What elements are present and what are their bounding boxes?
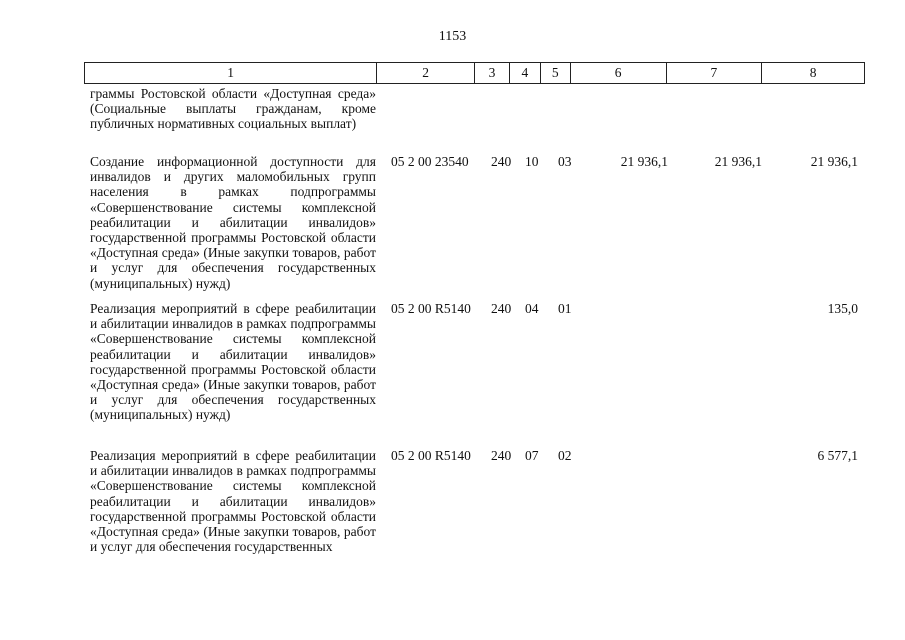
row-amount-col8: 21 936,1 [810,154,858,169]
row-subsection: 03 [558,154,572,169]
row-amount-col8: 6 577,1 [817,448,858,463]
column-header-8: 8 [761,63,864,83]
column-header-6: 6 [570,63,666,83]
row-section: 10 [525,154,539,169]
row-target-code: 05 2 00 23540 [391,154,469,169]
page-number: 1153 [438,29,467,44]
row-target-code: 05 2 00 R5140 [391,448,471,463]
row-subsection: 01 [558,301,572,316]
row-subsection: 02 [558,448,572,463]
row-expense-type: 240 [491,154,512,169]
row-amount-col7: 21 936,1 [714,154,762,169]
row-target-code: 05 2 00 R5140 [391,301,471,316]
row-description: граммы Ростовской области «Доступная среда» (Социальные выплаты гражданам, кроме публичных нормативных социальных выплат) [90,86,376,132]
row-description: Реализация мероприятий в сфере реабилитации и абилитации инвалидов в рамках подпрограммы «Совершенствование системы комплексной реабилитации и абилитации инвалидов» государственной программы Ростовской области «Доступная среда» (Иные закупки товаров, работ и услуг для обеспечения государственных (муниципальных) нужд) [90,301,376,423]
row-section: 04 [525,301,539,316]
table-header [84,62,865,84]
column-header-5: 5 [540,63,570,83]
column-header-1: 1 [227,65,234,80]
row-amount-col6: 21 936,1 [620,154,668,169]
column-header-2: 2 [376,63,474,83]
row-description: Реализация мероприятий в сфере реабилитации и абилитации инвалидов в рамках подпрограммы «Совершенствование системы комплексной реабилитации и абилитации инвалидов» государственной программы Ростовской области «Доступная среда» (Иные закупки товаров, работ и услуг для обеспечения государственных [90,448,376,555]
row-description: Создание информационной доступности для инвалидов и других маломобильных групп населения в рамках подпрограммы «Совершенствование системы комплексной реабилитации и абилитации инвалидов» государственной программы Ростовской области «Доступная среда» (Иные закупки товаров, работ и услуг для обеспечения государственных (муниципальных) нужд) [90,154,376,291]
row-section: 07 [525,448,539,463]
row-expense-type: 240 [491,448,512,463]
column-header-4: 4 [509,63,540,83]
row-amount-col8: 135,0 [827,301,858,316]
column-header-7: 7 [666,63,762,83]
row-expense-type: 240 [491,301,512,316]
column-header-3: 3 [474,63,509,83]
